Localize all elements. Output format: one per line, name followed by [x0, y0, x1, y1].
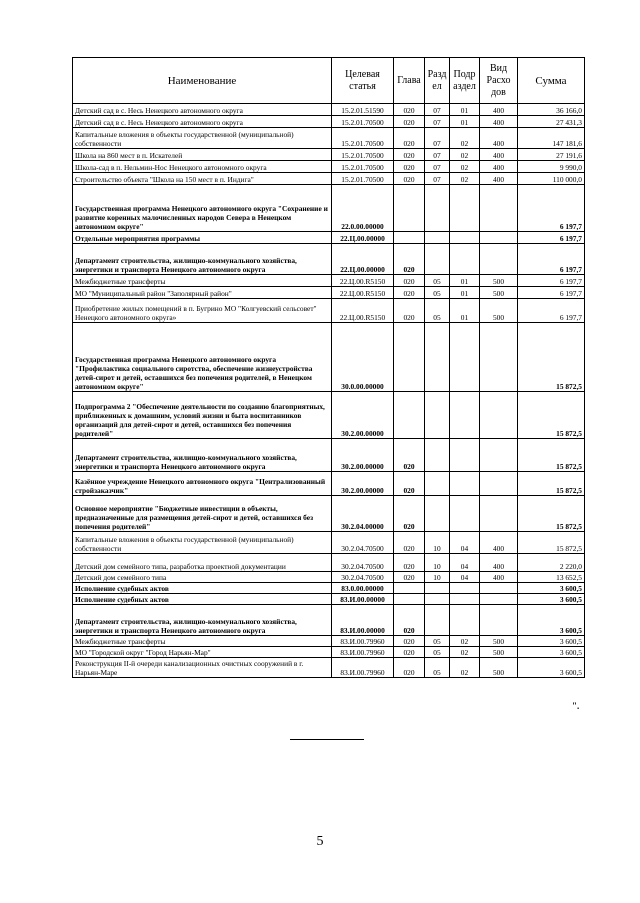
row-target-article-cell: 83.И.00.79960 — [332, 636, 394, 647]
row-subsection-cell: 02 — [450, 173, 480, 185]
row-section-cell: 07 — [425, 116, 450, 128]
row-expense-type-cell: 500 — [480, 299, 518, 323]
row-section-cell — [425, 605, 450, 636]
row-expense-type-cell: 500 — [480, 275, 518, 287]
table-row — [73, 605, 585, 636]
row-chapter-cell: 020 — [394, 472, 425, 496]
row-subsection-cell — [450, 594, 480, 605]
row-target-article-cell: 15.2.01.70500 — [332, 161, 394, 173]
row-sum-cell: 3 600,5 — [518, 605, 585, 636]
table-row — [73, 572, 585, 583]
row-subsection-cell: 01 — [450, 104, 480, 116]
row-sum-cell: 3 600,5 — [518, 658, 585, 678]
row-chapter-cell — [394, 583, 425, 594]
row-target-article-cell: 22.Ц.00.R5150 — [332, 299, 394, 323]
row-expense-type-cell: 400 — [480, 173, 518, 185]
row-section-cell — [425, 583, 450, 594]
row-chapter-cell: 020 — [394, 128, 425, 149]
row-target-article-cell: 15.2.01.70500 — [332, 128, 394, 149]
table-row — [73, 287, 585, 299]
row-name-cell: Департамент строительства, жилищно-коммунального хозяйства, энергетики и транспорта Ненецкого автономного округа — [73, 439, 332, 472]
row-sum-cell: 3 600,5 — [518, 594, 585, 605]
row-subsection-cell: 01 — [450, 287, 480, 299]
row-chapter-cell — [394, 185, 425, 232]
row-name-cell: Детский дом семейного типа, разработка проектной документации — [73, 554, 332, 572]
row-expense-type-cell — [480, 244, 518, 275]
row-sum-cell: 15 872,5 — [518, 392, 585, 439]
row-chapter-cell: 020 — [394, 161, 425, 173]
row-name-cell: Основное мероприятие "Бюджетные инвестиции в объекты, предназначенные для размещения детей-сирот и детей, оставшихся без попечения родителей" — [73, 496, 332, 532]
header-section — [425, 58, 450, 104]
row-sum-cell: 9 990,0 — [518, 161, 585, 173]
row-name-cell: Реконструкция II-й очереди канализационных очистных сооружений в г. Нарьян-Маре — [73, 658, 332, 678]
row-section-cell — [425, 472, 450, 496]
table-header-row — [73, 58, 585, 104]
row-sum-cell: 6 197,7 — [518, 232, 585, 244]
row-expense-type-cell: 400 — [480, 149, 518, 161]
row-target-article-cell: 22.0.00.00000 — [332, 185, 394, 232]
row-sum-cell: 15 872,5 — [518, 439, 585, 472]
row-name-cell: Капитальные вложения в объекты государственной (муниципальной) собственности — [73, 532, 332, 554]
row-section-cell: 05 — [425, 636, 450, 647]
row-name-cell: Приобретение жилых помещений в п. Бугрино МО "Колгуевский сельсовет" Ненецкого автономного округа» — [73, 299, 332, 323]
table-row — [73, 439, 585, 472]
row-subsection-cell — [450, 439, 480, 472]
row-expense-type-cell: 400 — [480, 554, 518, 572]
table-body — [73, 104, 585, 678]
row-subsection-cell — [450, 496, 480, 532]
row-expense-type-cell — [480, 439, 518, 472]
row-chapter-cell: 020 — [394, 244, 425, 275]
row-name-cell: Детский сад в с. Несь Ненецкого автономного округа — [73, 104, 332, 116]
row-chapter-cell: 020 — [394, 532, 425, 554]
table-row — [73, 185, 585, 232]
row-sum-cell: 110 000,0 — [518, 173, 585, 185]
table-row — [73, 149, 585, 161]
row-sum-cell: 6 197,7 — [518, 275, 585, 287]
row-section-cell: 05 — [425, 647, 450, 658]
row-subsection-cell — [450, 185, 480, 232]
row-section-cell: 05 — [425, 275, 450, 287]
row-subsection-cell — [450, 583, 480, 594]
table-row — [73, 128, 585, 149]
row-subsection-cell: 02 — [450, 128, 480, 149]
row-name-cell: Отдельные мероприятия программы — [73, 232, 332, 244]
row-subsection-cell — [450, 472, 480, 496]
row-name-cell: Межбюджетные трансферты — [73, 275, 332, 287]
row-chapter-cell — [394, 323, 425, 392]
table-row — [73, 104, 585, 116]
header-target-line-1: Целевая — [345, 68, 380, 80]
row-target-article-cell: 83.И.00.00000 — [332, 605, 394, 636]
row-name-cell: Школа на 860 мест в п. Искателей — [73, 149, 332, 161]
row-section-cell — [425, 439, 450, 472]
row-target-article-cell: 30.2.04.70500 — [332, 532, 394, 554]
table-row — [73, 647, 585, 658]
row-name-cell: Департамент строительства, жилищно-коммунального хозяйства, энергетики и транспорта Ненецкого автономного округа — [73, 244, 332, 275]
row-expense-type-cell: 400 — [480, 116, 518, 128]
row-section-cell: 07 — [425, 128, 450, 149]
row-target-article-cell: 15.2.01.70500 — [332, 116, 394, 128]
row-expense-type-cell: 400 — [480, 128, 518, 149]
row-expense-type-cell: 500 — [480, 658, 518, 678]
row-target-article-cell: 22.Ц.00.00000 — [332, 244, 394, 275]
row-sum-cell: 6 197,7 — [518, 185, 585, 232]
row-expense-type-cell: 400 — [480, 572, 518, 583]
row-target-article-cell: 83.0.00.00000 — [332, 583, 394, 594]
table-row — [73, 594, 585, 605]
row-target-article-cell: 15.2.01.51590 — [332, 104, 394, 116]
row-subsection-cell: 04 — [450, 554, 480, 572]
row-name-cell: Государственная программа Ненецкого автономного округа "Сохранение и развитие коренных малочисленных народов Севера в Ненецком автономном округе" — [73, 185, 332, 232]
row-section-cell: 10 — [425, 554, 450, 572]
header-sum: Сумма — [518, 58, 585, 104]
row-section-cell: 07 — [425, 173, 450, 185]
page-number: 5 — [316, 834, 324, 849]
row-chapter-cell: 020 — [394, 658, 425, 678]
header-section-line-2: ел — [432, 80, 442, 92]
row-subsection-cell — [450, 232, 480, 244]
row-chapter-cell — [394, 232, 425, 244]
row-section-cell — [425, 185, 450, 232]
row-name-cell: Государственная программа Ненецкого автономного округа "Профилактика социального сиротства, обеспечение жизнеустройства детей-сирот и детей, оставшихся без попечения родителей, в Ненецком автономном округе" — [73, 323, 332, 392]
row-name-cell: Департамент строительства, жилищно-коммунального хозяйства, энергетики и транспорта Ненецкого автономного округа — [73, 605, 332, 636]
row-sum-cell: 6 197,7 — [518, 244, 585, 275]
row-chapter-cell: 020 — [394, 439, 425, 472]
row-expense-type-cell: 500 — [480, 647, 518, 658]
row-sum-cell: 15 872,5 — [518, 496, 585, 532]
row-sum-cell: 3 600,5 — [518, 647, 585, 658]
row-target-article-cell: 30.2.00.00000 — [332, 472, 394, 496]
row-subsection-cell: 04 — [450, 572, 480, 583]
row-subsection-cell — [450, 605, 480, 636]
row-sum-cell: 36 166,0 — [518, 104, 585, 116]
row-target-article-cell: 22.Ц.00.R5150 — [332, 275, 394, 287]
row-sum-cell: 15 872,5 — [518, 472, 585, 496]
row-expense-type-cell — [480, 605, 518, 636]
header-section-line-1: Разд — [427, 68, 447, 80]
row-subsection-cell: 04 — [450, 532, 480, 554]
row-name-cell: Межбюджетные трансферты — [73, 636, 332, 647]
row-sum-cell: 2 220,0 — [518, 554, 585, 572]
row-expense-type-cell: 400 — [480, 104, 518, 116]
row-target-article-cell: 30.2.04.00000 — [332, 496, 394, 532]
row-target-article-cell: 83.И.00.00000 — [332, 594, 394, 605]
row-chapter-cell: 020 — [394, 605, 425, 636]
row-section-cell — [425, 496, 450, 532]
row-section-cell — [425, 232, 450, 244]
row-section-cell — [425, 323, 450, 392]
row-section-cell — [425, 244, 450, 275]
row-chapter-cell: 020 — [394, 647, 425, 658]
row-chapter-cell: 020 — [394, 275, 425, 287]
row-sum-cell: 27 191,6 — [518, 149, 585, 161]
table-row — [73, 636, 585, 647]
row-chapter-cell: 020 — [394, 636, 425, 647]
row-name-cell: Строительство объекта "Школа на 150 мест в п. Индига" — [73, 173, 332, 185]
row-sum-cell: 147 181,6 — [518, 128, 585, 149]
row-subsection-cell: 02 — [450, 658, 480, 678]
row-subsection-cell: 02 — [450, 161, 480, 173]
row-subsection-cell: 01 — [450, 275, 480, 287]
table-row — [73, 173, 585, 185]
table-row — [73, 496, 585, 532]
row-subsection-cell: 02 — [450, 647, 480, 658]
table-row — [73, 244, 585, 275]
row-name-cell: Капитальные вложения в объекты государственной (муниципальной) собственности — [73, 128, 332, 149]
row-chapter-cell: 020 — [394, 173, 425, 185]
row-name-cell: Исполнение судебных актов — [73, 594, 332, 605]
row-section-cell — [425, 392, 450, 439]
table-row — [73, 299, 585, 323]
header-exptype-line-3: дов — [491, 86, 506, 98]
table-row — [73, 323, 585, 392]
table-row — [73, 658, 585, 678]
row-name-cell: Школа-сад в п. Нельмин-Нос Ненецкого автономного округа — [73, 161, 332, 173]
row-target-article-cell: 22.Ц.00.R5150 — [332, 287, 394, 299]
header-chapter: Глава — [394, 58, 425, 104]
row-section-cell: 07 — [425, 161, 450, 173]
row-target-article-cell: 22.Ц.00.00000 — [332, 232, 394, 244]
row-chapter-cell: 020 — [394, 287, 425, 299]
budget-table — [72, 57, 585, 678]
row-target-article-cell: 30.2.00.00000 — [332, 439, 394, 472]
row-subsection-cell: 02 — [450, 636, 480, 647]
row-target-article-cell: 30.2.04.70500 — [332, 554, 394, 572]
table-row — [73, 232, 585, 244]
row-section-cell: 10 — [425, 532, 450, 554]
row-subsection-cell — [450, 323, 480, 392]
table-row — [73, 392, 585, 439]
header-name: Наименование — [73, 58, 332, 104]
row-chapter-cell: 020 — [394, 554, 425, 572]
row-section-cell: 10 — [425, 572, 450, 583]
closing-quote-mark: ". — [572, 701, 580, 711]
header-subsection-line-2: аздел — [453, 80, 476, 92]
row-section-cell: 05 — [425, 658, 450, 678]
row-section-cell: 07 — [425, 149, 450, 161]
row-chapter-cell — [394, 594, 425, 605]
row-sum-cell: 3 600,5 — [518, 636, 585, 647]
row-subsection-cell — [450, 244, 480, 275]
table-row — [73, 532, 585, 554]
row-expense-type-cell: 500 — [480, 287, 518, 299]
row-section-cell — [425, 594, 450, 605]
table-row — [73, 554, 585, 572]
row-target-article-cell: 30.2.04.70500 — [332, 572, 394, 583]
row-sum-cell: 6 197,7 — [518, 299, 585, 323]
row-name-cell: Казённое учреждение Ненецкого автономного округа "Централизованный стройзаказчик" — [73, 472, 332, 496]
header-exptype-line-1: Вид — [489, 62, 508, 74]
row-sum-cell: 6 197,7 — [518, 287, 585, 299]
row-section-cell: 07 — [425, 104, 450, 116]
row-expense-type-cell — [480, 496, 518, 532]
row-chapter-cell — [394, 392, 425, 439]
row-chapter-cell: 020 — [394, 104, 425, 116]
row-name-cell: МО "Муниципальный район "Заполярный район" — [73, 287, 332, 299]
row-name-cell: Исполнение судебных актов — [73, 583, 332, 594]
table-row — [73, 161, 585, 173]
table-row — [73, 275, 585, 287]
row-chapter-cell: 020 — [394, 149, 425, 161]
row-name-cell: Детский сад в с. Несь Ненецкого автономного округа — [73, 116, 332, 128]
table-row — [73, 583, 585, 594]
row-expense-type-cell — [480, 583, 518, 594]
row-chapter-cell: 020 — [394, 116, 425, 128]
row-expense-type-cell — [480, 232, 518, 244]
row-expense-type-cell: 500 — [480, 636, 518, 647]
row-target-article-cell: 30.0.00.00000 — [332, 323, 394, 392]
table-row — [73, 116, 585, 128]
row-target-article-cell: 15.2.01.70500 — [332, 149, 394, 161]
row-target-article-cell: 30.2.00.00000 — [332, 392, 394, 439]
row-chapter-cell: 020 — [394, 572, 425, 583]
header-target-line-2: статья — [349, 80, 376, 92]
row-subsection-cell: 01 — [450, 116, 480, 128]
header-target-article — [332, 58, 394, 104]
row-sum-cell: 15 872,5 — [518, 323, 585, 392]
row-expense-type-cell: 400 — [480, 532, 518, 554]
row-expense-type-cell — [480, 392, 518, 439]
row-chapter-cell: 020 — [394, 496, 425, 532]
row-section-cell: 05 — [425, 299, 450, 323]
row-name-cell: Подпрограмма 2 "Обеспечение деятельности по созданию благоприятных, приближенных к домашним, условий жизни и быта воспитанников организаций для детей-сирот и детей, оставшихся без попечения родителей" — [73, 392, 332, 439]
row-name-cell: МО "Городской округ "Город Нарьян-Мар" — [73, 647, 332, 658]
header-expense-type — [480, 58, 518, 104]
row-subsection-cell — [450, 392, 480, 439]
row-sum-cell: 27 431,3 — [518, 116, 585, 128]
header-subsection — [450, 58, 480, 104]
separator-line — [290, 739, 364, 740]
row-expense-type-cell: 400 — [480, 161, 518, 173]
row-expense-type-cell — [480, 472, 518, 496]
row-target-article-cell: 83.И.00.79960 — [332, 647, 394, 658]
row-expense-type-cell — [480, 594, 518, 605]
header-exptype-line-2: Расхо — [486, 74, 511, 86]
row-expense-type-cell — [480, 323, 518, 392]
row-expense-type-cell — [480, 185, 518, 232]
row-name-cell: Детский дом семейного типа — [73, 572, 332, 583]
row-target-article-cell: 83.И.00.79960 — [332, 658, 394, 678]
row-sum-cell: 3 600,5 — [518, 583, 585, 594]
row-sum-cell: 13 652,5 — [518, 572, 585, 583]
row-subsection-cell: 02 — [450, 149, 480, 161]
header-subsection-line-1: Подр — [453, 68, 476, 80]
row-sum-cell: 15 872,5 — [518, 532, 585, 554]
row-section-cell: 05 — [425, 287, 450, 299]
row-subsection-cell: 01 — [450, 299, 480, 323]
row-chapter-cell: 020 — [394, 299, 425, 323]
row-target-article-cell: 15.2.01.70500 — [332, 173, 394, 185]
table-row — [73, 472, 585, 496]
